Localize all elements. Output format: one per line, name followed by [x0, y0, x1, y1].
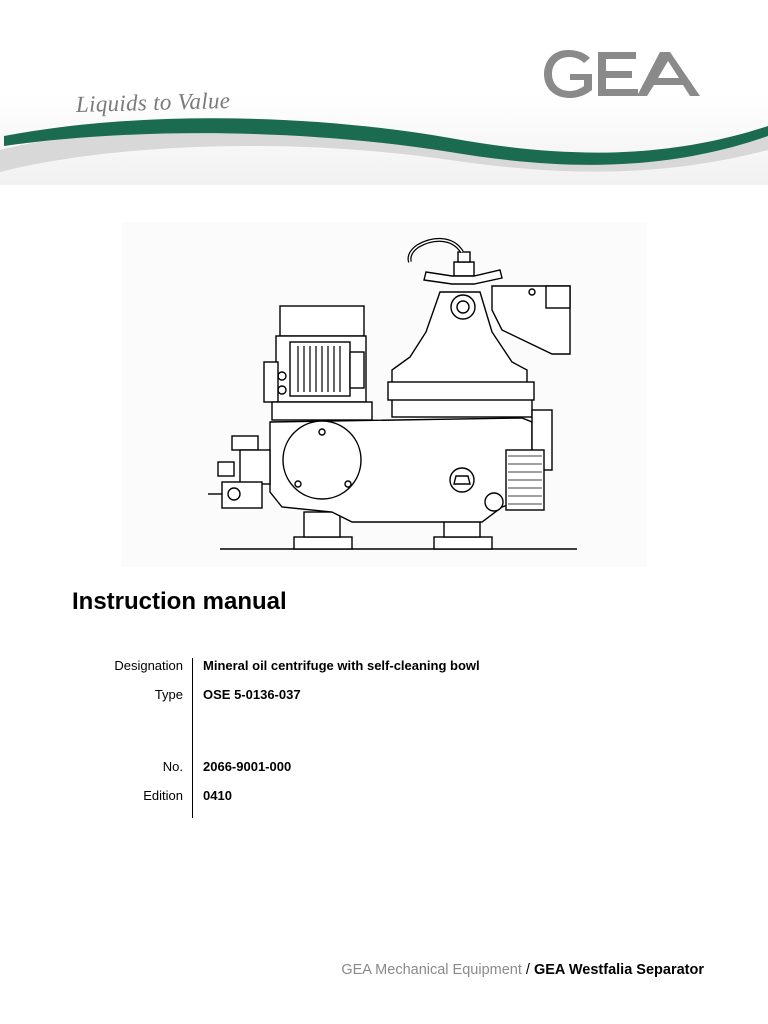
- footer-company: [341, 962, 704, 978]
- gea-logo: [540, 46, 708, 102]
- centrifuge-drawing: [122, 222, 647, 567]
- document-metadata: [0, 654, 768, 824]
- header-banner: [0, 0, 768, 190]
- type-value: OSE 5-0136-037: [203, 687, 301, 702]
- number-value: 2066-9001-000: [203, 759, 292, 774]
- edition-label: Edition: [143, 788, 183, 803]
- page-title: Instruction manual: [72, 588, 287, 615]
- designation-label: Designation: [114, 658, 183, 673]
- footer-brand: GEA Westfalia Separator: [533, 962, 704, 978]
- tagline: Liquids to Value: [75, 87, 231, 117]
- footer-separator: /: [525, 962, 530, 978]
- meta-divider: [192, 658, 193, 818]
- number-label: No.: [162, 759, 183, 774]
- designation-value: Mineral oil centrifuge with self-cleaning bowl: [203, 658, 480, 673]
- gea-logo-mark: [540, 46, 708, 102]
- footer-division: GEA Mechanical Equipment: [341, 962, 522, 978]
- edition-value: 0410: [203, 788, 232, 803]
- type-label: Type: [154, 687, 183, 702]
- centrifuge-illustration: [122, 222, 647, 567]
